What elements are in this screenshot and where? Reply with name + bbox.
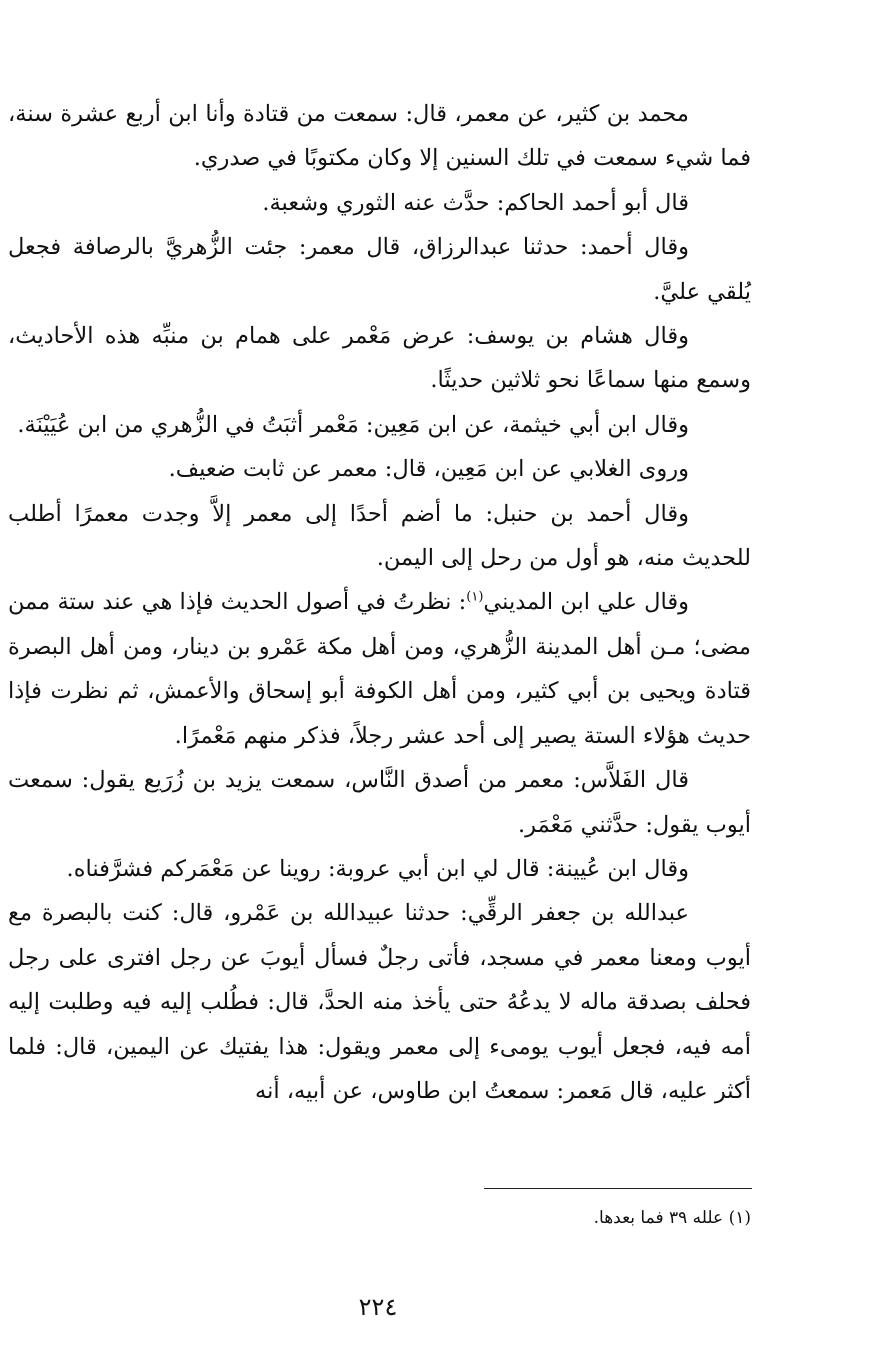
paragraph: وقال أحمد بن حنبل: ما أضم أحدًا إلى معمر إلاَّ وجدت معمرًا أطلب للحديث منه، هو أول من رحل إلى اليمن. bbox=[8, 500, 751, 572]
footnote: (١) علله ٣٩ فما بعدها. bbox=[593, 1208, 751, 1228]
paragraph bbox=[8, 580, 751, 758]
paragraph: وقال أحمد: حدثنا عبدالرزاق، قال معمر: جئت الزُّهريَّ بالرصافة فجعل يُلقي عليَّ. bbox=[8, 234, 751, 305]
paragraph: قال الفَلاَّس: معمر من أصدق النَّاس، سمعت يزيد بن زُرَيع يقول: سمعت أيوب يقول: حدَّثني مَعْمَر. bbox=[8, 767, 751, 838]
paragraph: عبدالله بن جعفر الرقِّي: حدثنا عبيدالله بن عَمْرو، قال: كنت بالبصرة مع أيوب ومعنا معمر في مسجد، فأتى رجلٌ فسأل أيوبَ عن رجل افترى على رجل فحلف بصدقة ماله لا يدعُهُ حتى يأخذ منه الحدَّ، قال: فطُلب إليه فيه وطلبت إليه أمه فيه، فجعل أيوب يومىء إلى معمر ويقول: هذا يفتيك عن اليمين، قال: فلما أكثر عليه، قال مَعمر: سمعتُ ابن طاوس، عن أبيه، أنه bbox=[8, 900, 751, 1104]
paragraph-text: : نظرتُ في أصول الحديث فإذا هي عند ستة ممن مضى؛ مـن أهل المدينة الزُّهري، ومن أهل مكة عَمْرو بن دينار، ومن أهل البصرة قتادة ويحيى بن أبي كثير، ومن أهل الكوفة أبو إسحاق والأعمش، ثم نظرت فإذا حديث هؤلاء الستة يصير إلى أحد عشر رجلاً، فذكر منهم مَعْمرًا. bbox=[8, 589, 751, 749]
paragraph: محمد بن كثير، عن معمر، قال: سمعت من قتادة وأنا ابن أربع عشرة سنة، فما شيء سمعت في تلك السنين إلا وكان مكتوبًا في صدري. bbox=[8, 101, 751, 172]
paragraph-lead-text: وقال علي ابن المديني bbox=[483, 589, 689, 616]
paragraph: وقال ابن عُيينة: قال لي ابن أبي عروبة: روينا عن مَعْمَركم فشرَّفناه. bbox=[66, 855, 689, 882]
body-text bbox=[8, 92, 751, 1113]
footnote-divider bbox=[484, 1188, 752, 1189]
paragraph: وقال ابن أبي خيثمة، عن ابن مَعِين: مَعْمر أثبَتُ في الزُّهري من ابن عُيَيْنَة. bbox=[17, 411, 689, 438]
paragraph: وقال هشام بن يوسف: عرض مَعْمر على همام بن منبِّه هذه الأحاديث، وسمع منها سماعًا نحو ثلاثين حديثًا. bbox=[8, 323, 751, 394]
paragraph: وروى الغلابي عن ابن مَعِين، قال: معمر عن ثابت ضعيف. bbox=[168, 456, 689, 483]
page-number: ٢٢٤ bbox=[358, 1293, 398, 1321]
footnote-reference[interactable]: (١) bbox=[466, 589, 484, 605]
paragraph: قال أبو أحمد الحاكم: حدَّث عنه الثوري وشعبة. bbox=[262, 189, 689, 216]
